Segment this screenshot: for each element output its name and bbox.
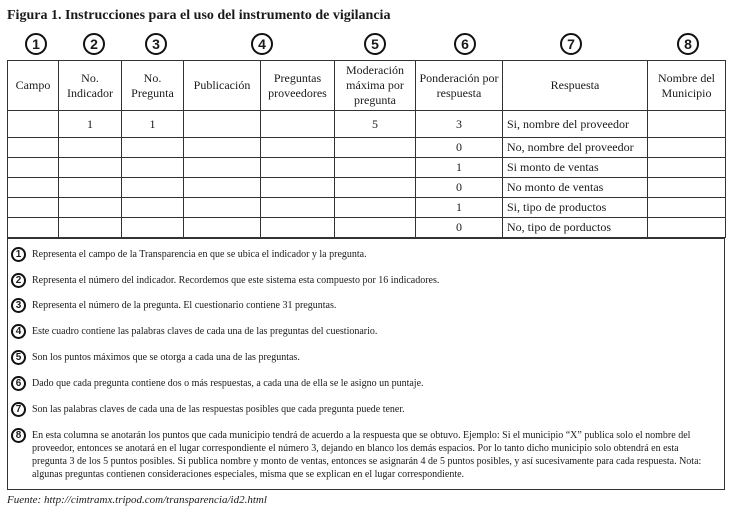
header-preguntas-proveedores: Preguntas proveedores bbox=[261, 61, 335, 111]
legend-item bbox=[11, 274, 712, 288]
column-number-1: 1 bbox=[25, 33, 47, 55]
table-cell bbox=[184, 218, 261, 238]
table-cell: 0 bbox=[416, 218, 503, 238]
table-cell bbox=[184, 138, 261, 158]
legend-item bbox=[11, 429, 712, 481]
header-publicacion: Publicación bbox=[184, 61, 261, 111]
legend-number: 5 bbox=[11, 350, 26, 365]
header-respuesta: Respuesta bbox=[503, 61, 648, 111]
table-cell bbox=[8, 111, 59, 138]
table-cell bbox=[335, 158, 416, 178]
header-no-pregunta: No. Pregunta bbox=[122, 61, 184, 111]
table-cell: No, tipo de porductos bbox=[503, 218, 648, 238]
table-cell: 3 bbox=[416, 111, 503, 138]
legend-item bbox=[11, 299, 712, 313]
table-row bbox=[8, 138, 726, 158]
legend-number: 7 bbox=[11, 402, 26, 417]
table-cell bbox=[184, 158, 261, 178]
legend-number: 3 bbox=[11, 298, 26, 313]
table-cell bbox=[184, 111, 261, 138]
table-cell bbox=[122, 198, 184, 218]
table-cell bbox=[59, 178, 122, 198]
table-cell bbox=[59, 218, 122, 238]
legend-item bbox=[11, 351, 712, 365]
legend-number: 1 bbox=[11, 247, 26, 262]
table-cell: 1 bbox=[416, 198, 503, 218]
column-number-5: 5 bbox=[364, 33, 386, 55]
table-cell bbox=[184, 178, 261, 198]
table-cell bbox=[59, 158, 122, 178]
table-cell: Si, nombre del proveedor bbox=[503, 111, 648, 138]
table-cell: Si monto de ventas bbox=[503, 158, 648, 178]
header-no-indicador: No. Indicador bbox=[59, 61, 122, 111]
table-cell bbox=[648, 158, 726, 178]
table-cell bbox=[648, 218, 726, 238]
header-campo: Campo bbox=[8, 61, 59, 111]
table-cell bbox=[122, 178, 184, 198]
table-cell bbox=[122, 158, 184, 178]
table-cell: 1 bbox=[59, 111, 122, 138]
table-cell bbox=[335, 138, 416, 158]
legend-text: Son las palabras claves de cada una de las respuestas posibles que cada pregunta puede tener. bbox=[32, 404, 405, 415]
header-ponderacion: Ponderación por respuesta bbox=[416, 61, 503, 111]
figure-title: Figura 1. Instrucciones para el uso del instrumento de vigilancia bbox=[7, 8, 391, 23]
legend-text: Este cuadro contiene las palabras claves de cada una de las preguntas del cuestionario. bbox=[32, 326, 378, 337]
column-number-6: 6 bbox=[454, 33, 476, 55]
legend-number: 6 bbox=[11, 376, 26, 391]
header-moderacion-maxima: Moderación máxima por pregunta bbox=[335, 61, 416, 111]
column-number-4: 4 bbox=[251, 33, 273, 55]
table-cell: 1 bbox=[122, 111, 184, 138]
table-cell bbox=[59, 198, 122, 218]
table-cell bbox=[261, 198, 335, 218]
legend-text: Representa el número de la pregunta. El cuestionario contiene 31 preguntas. bbox=[32, 300, 337, 311]
table-cell: No monto de ventas bbox=[503, 178, 648, 198]
table-cell: 5 bbox=[335, 111, 416, 138]
legend-text: Dado que cada pregunta contiene dos o más respuestas, a cada una de ella se le asigno un puntaje. bbox=[32, 378, 424, 389]
table-cell: No, nombre del proveedor bbox=[503, 138, 648, 158]
table-cell bbox=[59, 138, 122, 158]
table-row bbox=[8, 198, 726, 218]
table-cell: 0 bbox=[416, 138, 503, 158]
table-cell bbox=[122, 138, 184, 158]
legend-text: En esta columna se anotarán los puntos que cada municipio tendrá de acuerdo a la respuesta que se obtuvo. Ejemplo: Si el municipio “X” publica solo el nombre del proveedor, entonces se anotará en el lugar correspondiente el número 3, dejando en blanco los demás espacios. Por lo tanto dicho municipio solo obtendrá en esta pregunta 3 de los 5 puntos posibles. Si publica nombre y monto de ventas, entonces se asignarán 4 de 5 puntos posibles, y así sucesivamente para cada respuesta. Nota: algunas preguntas contienen consideraciones especiales, misma que se explican en el lugar correspondiente. bbox=[32, 430, 702, 480]
legend-text: Representa el número del indicador. Recordemos que este sistema esta compuesto por 16 indicadores. bbox=[32, 275, 440, 286]
table-cell: Si, tipo de productos bbox=[503, 198, 648, 218]
table-cell bbox=[648, 138, 726, 158]
table-cell bbox=[261, 158, 335, 178]
instrument-table bbox=[7, 60, 726, 238]
table-row bbox=[8, 178, 726, 198]
table-cell bbox=[122, 218, 184, 238]
table-cell bbox=[261, 178, 335, 198]
table-cell bbox=[648, 198, 726, 218]
column-number-2: 2 bbox=[83, 33, 105, 55]
column-number-7: 7 bbox=[560, 33, 582, 55]
table-cell bbox=[8, 138, 59, 158]
legend-box bbox=[7, 238, 725, 490]
table-cell: 1 bbox=[416, 158, 503, 178]
legend-item bbox=[11, 403, 712, 417]
table-row bbox=[8, 158, 726, 178]
column-number-8: 8 bbox=[677, 33, 699, 55]
table-cell bbox=[261, 138, 335, 158]
table-cell bbox=[8, 158, 59, 178]
table-cell bbox=[335, 218, 416, 238]
header-nombre-municipio: Nombre del Municipio bbox=[648, 61, 726, 111]
legend-item bbox=[11, 325, 712, 339]
legend-text: Representa el campo de la Transparencia en que se ubica el indicador y la pregunta. bbox=[32, 249, 367, 260]
source-citation: Fuente: http://cimtramx.tripod.com/transparencia/id2.html bbox=[7, 494, 267, 506]
table-cell bbox=[8, 198, 59, 218]
table-row bbox=[8, 111, 726, 138]
legend-text: Son los puntos máximos que se otorga a cada una de las preguntas. bbox=[32, 352, 300, 363]
legend-item bbox=[11, 248, 712, 262]
table-cell bbox=[261, 218, 335, 238]
legend-number: 4 bbox=[11, 324, 26, 339]
table-cell: 0 bbox=[416, 178, 503, 198]
table-cell bbox=[648, 111, 726, 138]
table-cell bbox=[184, 198, 261, 218]
table-cell bbox=[8, 218, 59, 238]
column-number-3: 3 bbox=[145, 33, 167, 55]
legend-number: 8 bbox=[11, 428, 26, 443]
table-cell bbox=[335, 198, 416, 218]
table-cell bbox=[648, 178, 726, 198]
table-cell bbox=[335, 178, 416, 198]
table-cell bbox=[261, 111, 335, 138]
legend-item bbox=[11, 377, 712, 391]
table-row bbox=[8, 218, 726, 238]
legend-number: 2 bbox=[11, 273, 26, 288]
table-cell bbox=[8, 178, 59, 198]
